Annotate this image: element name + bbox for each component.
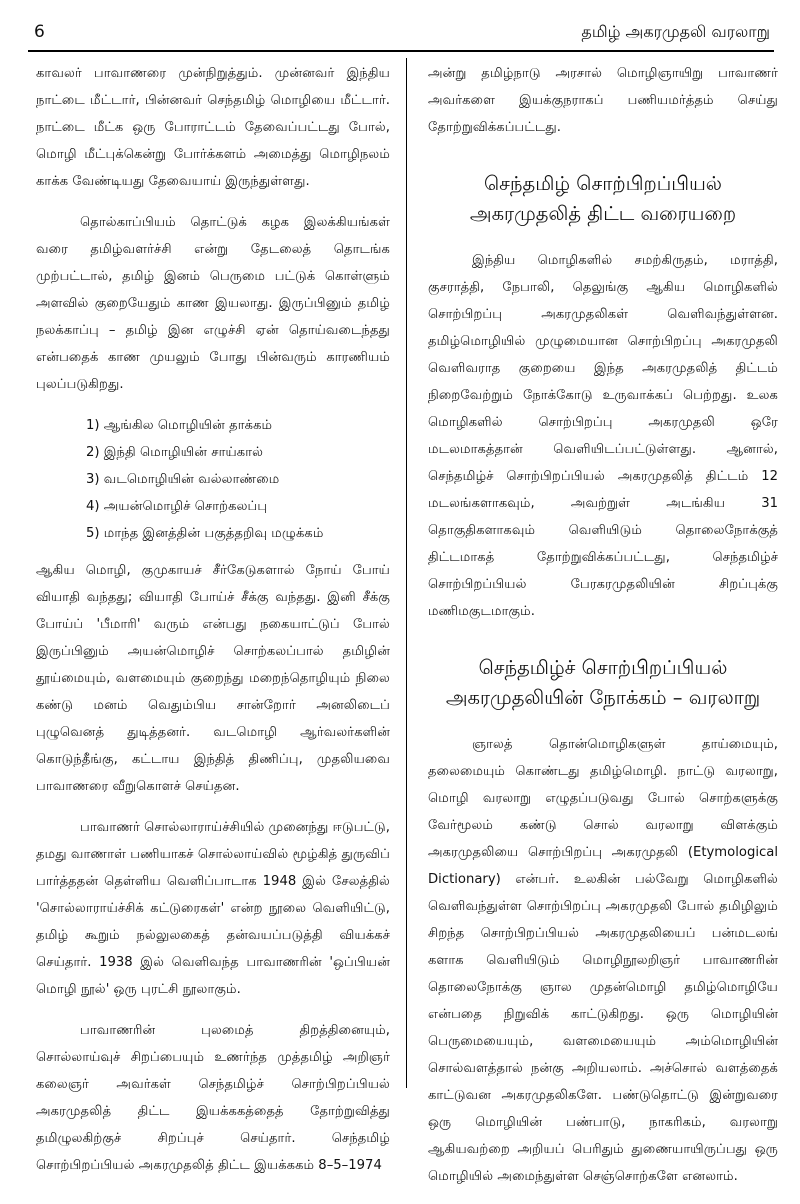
section-heading-1 — [428, 169, 778, 229]
list-item: 3) வடமொழியின் வல்லாண்மை — [86, 472, 280, 487]
page-number: 6 — [34, 22, 45, 42]
list-item: 2) இந்தி மொழியின் சாய்கால் — [86, 445, 264, 460]
causes-list — [86, 412, 390, 547]
heading-line: அகரமுதலியின் நோக்கம் – வரலாறு — [445, 686, 761, 709]
paragraph-left-1: காவலர் பாவாணரை முன்நிறுத்தும். முன்னவர் இந்திய நாட்டை மீட்டார், பின்னவர் செந்தமிழ் மொழியை மீட்டார். நாட்டை மீட்க ஒரு போராட்டம் தேவைப்பட்டது போல், மொழி மீட்புக்கென்று போர்க்களம் அமைத்து மொழிநலம் காக்க வேண்டியது தேவையாய் இருந்துள்ளது. — [36, 66, 390, 189]
heading-line: செந்தமிழ் சொற்பிறப்பியல் — [484, 172, 722, 195]
paragraph-right-3: ஞாலத் தொன்மொழிகளுள் தாய்மையும், தலைமையும் கொண்டது தமிழ்மொழி. நாட்டு வரலாறு, மொழி வரலாறு எழுதப்படுவது போல் சொற்களுக்கு வேர்மூலம் கண்டு சொல் வரலாறு விளக்கும் அகரமுதலியை சொற்பிறப்பு அகரமுதலி (Etymological Dictionary) என்பர். உலகின் பல்வேறு மொழிகளில் வெளிவந்துள்ள சொற்பிறப்பு அகரமுதலி போல் தமிழிலும் சிறந்த சொற்பிறப்பியல் அகரமுதலியைப் பன்மடலங் களாக வெளியிடும் மொழிநூலறிஞர் பாவாணரின் தொலைநோக்கு ஞால முதன்மொழி தமிழ்மொழியே என்பதை நிறுவிக் காட்டுகிறது. ஒரு மொழியின் பெருமையையும், வளமையையும் அம்மொழியின் சொல்வளத்தால் நன்கு அறியலாம். அச்சொல் வளத்தைக் காட்டுவன அகரமுதலிகளே. பண்டுதொட்டு இன்றுவரை ஒரு மொழியின் பண்பாடு, நாகரிகம், வரலாறு ஆகியவற்றை அறியப் பெரிதும் துணையாயிருப்பது ஒரு மொழியில் அமைந்துள்ள செஞ்சொற்களே எனலாம். — [428, 737, 778, 1184]
paragraph-right-2: இந்திய மொழிகளில் சமற்கிருதம், மராத்தி, குசராத்தி, நேபாலி, தெலுங்கு ஆகிய மொழிகளில் சொற்பிறப்பு அகரமுதலிகள் வெளிவந்துள்ளன. தமிழ்மொழியில் முழுமையான சொற்பிறப்பு அகரமுதலி வெளிவராத குறையை இந்த அகரமுதலித் திட்டம் நிறைவேற்றும் நோக்கோடு உருவாக்கப் பெற்றது. உலக மொழிகளில் சொற்பிறப்பு அகரமுதலி ஒரே மடலமாகத்தான் வெளியிடப்பட்டுள்ளது. ஆனால், செந்தமிழ்ச் சொற்பிறப்பியல் அகரமுதலித் திட்டம் 12 மடலங்களாகவும், அவற்றுள் அடங்கிய 31 தொகுதிகளாகவும் வெளியிடும் தொலைநோக்குத் திட்டமாகத் தோற்றுவிக்கப்பட்டது, செந்தமிழ்ச் சொற்பிறப்பியல் பேரகரமுதலியின் சிறப்புக்கு மணிமகுடமாகும். — [428, 253, 778, 619]
header-rule — [28, 50, 774, 52]
paragraph-right-1: அன்று தமிழ்நாடு அரசால் மொழிஞாயிறு பாவாணர் அவர்களை இயக்குநராகப் பணியமர்த்தம் செய்து தோற்றுவிக்கப்பட்டது. — [428, 66, 778, 135]
list-item: 4) அயன்மொழிச் சொற்கலப்பு — [86, 499, 268, 514]
paragraph-left-5: பாவாணரின் புலமைத் திறத்தினையும், சொல்லாய்வுச் சிறப்பையும் உணர்ந்த முத்தமிழ் அறிஞர் கலைஞர் அவர்கள் செந்தமிழ்ச் சொற்பிறப்பியல் அகரமுதலித் திட்ட இயக்ககத்தைத் தோற்றுவித்து தமிழுலகிற்குச் சிறப்புச் செய்தார். செந்தமிழ் சொற்பிறப்பியல் அகரமுதலித் திட்ட இயக்ககம் 8–5–1974 — [36, 1023, 390, 1173]
column-divider — [406, 58, 407, 1088]
heading-line: அகரமுதலித் திட்ட வரையறை — [469, 202, 737, 225]
list-item: 1) ஆங்கில மொழியின் தாக்கம் — [86, 418, 273, 433]
right-column — [428, 60, 778, 1204]
paragraph-left-3: ஆகிய மொழி, குமுகாயச் சீர்கேடுகளால் நோய் போய் வியாதி வந்தது; வியாதி போய்ச் சீக்கு வந்தது. இனி சீக்கு போய்ப் 'பீமாரி' வரும் என்பது நகையாட்டுப் போல் இருப்பினும் அயன்மொழிச் சொற்கலப்பால் தமிழின் தூய்மையும், வளமையும் குறைந்து மறைந்தொழியும் நிலை கண்டு மனம் வெதும்பிய சான்றோர் அனலிடைப் புழுவெனத் துடித்தனர். வடமொழி ஆர்வலர்களின் கொடுந்தீங்கு, கட்டாய இந்தித் திணிப்பு, முதலியவை பாவாணரை வீறுகொளச் செய்தன. — [36, 563, 390, 794]
paragraph-left-4: பாவாணர் சொல்லாராய்ச்சியில் முனைந்து ஈடுபட்டு, தமது வாணாள் பணியாகச் சொல்லாய்வில் மூழ்கித் துருவிப் பார்த்ததன் தெள்ளிய வெளிப்பாடாக 1948 இல் சேலத்தில் 'சொல்லாராய்ச்சிக் கட்டுரைகள்' என்ற நூலை வெளியிட்டு, தமிழ் கூறும் நல்லுலகைத் தன்வயப்படுத்தி வியக்கச் செய்தார். 1938 இல் வெளிவந்த பாவாணரின் 'ஒப்பியன் மொழி நூல்' ஒரு புரட்சி நூலாகும். — [36, 820, 390, 997]
section-heading-2 — [428, 653, 778, 713]
running-title: தமிழ் அகரமுதலி வரலாறு — [581, 22, 770, 41]
paragraph-left-2: தொல்காப்பியம் தொட்டுக் கழக இலக்கியங்கள் வரை தமிழ்வளர்ச்சி என்று தேடலைத் தொடங்க முற்பட்டால், தமிழ் இனம் பெருமை பட்டுக் கொள்ளும் அளவில் குறையேதும் காண இயலாது. இருப்பினும் தமிழ் நலக்காப்பு – தமிழ் இன எழுச்சி ஏன் தொய்வடைந்தது என்பதைக் காண முயலும் போது பின்வரும் காரணியம் புலப்படுகிறது. — [36, 215, 390, 392]
left-column — [36, 60, 390, 1193]
list-item: 5) மாந்த இனத்தின் பகுத்தறிவு மழுக்கம் — [86, 526, 324, 541]
heading-line: செந்தமிழ்ச் சொற்பிறப்பியல் — [478, 656, 728, 679]
